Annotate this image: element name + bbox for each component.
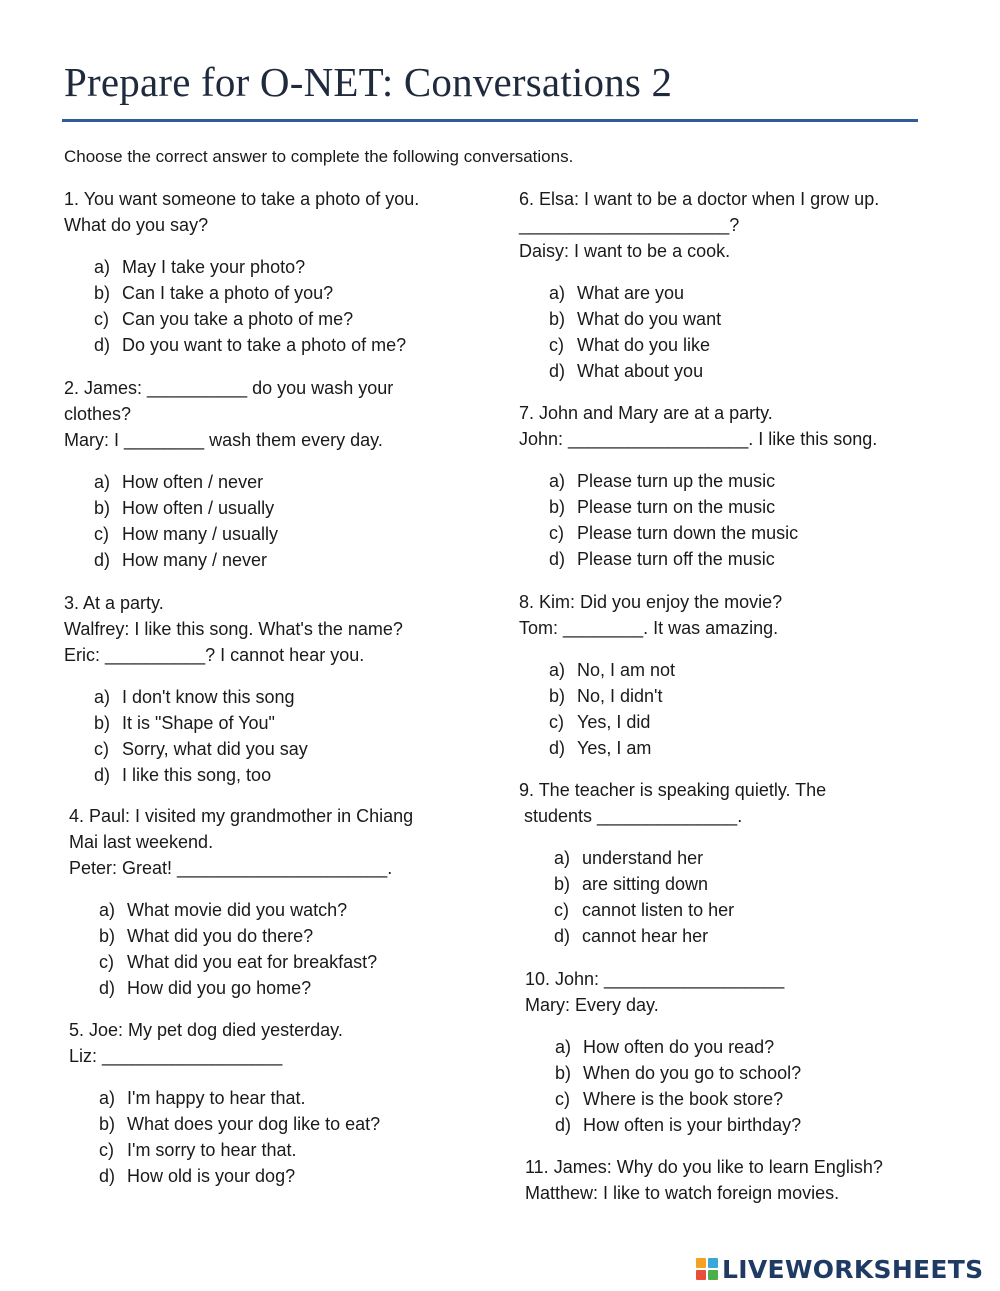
question-line: 10. John: __________________ bbox=[525, 969, 785, 989]
answer-option[interactable]: c) Can you take a photo of me? bbox=[94, 309, 354, 329]
answer-option[interactable]: c) How many / usually bbox=[94, 524, 279, 544]
answer-option[interactable]: b) Can I take a photo of you? bbox=[94, 283, 334, 303]
question-line: Tom: ________. It was amazing. bbox=[519, 618, 779, 638]
question-line: Mary: I ________ wash them every day. bbox=[64, 430, 383, 450]
answer-option[interactable]: a) I'm happy to hear that. bbox=[99, 1088, 306, 1108]
answer-option[interactable]: c) cannot listen to her bbox=[554, 900, 735, 920]
logo-mark-icon bbox=[696, 1258, 718, 1280]
question-line: Matthew: I like to watch foreign movies. bbox=[525, 1183, 840, 1203]
answer-option[interactable]: c) Where is the book store? bbox=[555, 1089, 784, 1109]
answer-option[interactable]: b) It is "Shape of You" bbox=[94, 713, 275, 733]
question-line: 11. James: Why do you like to learn English? bbox=[525, 1157, 883, 1177]
answer-option[interactable]: d) cannot hear her bbox=[554, 926, 709, 946]
answer-option[interactable]: a) understand her bbox=[554, 848, 704, 868]
instructions: Choose the correct answer to complete the following conversations. bbox=[64, 147, 574, 166]
answer-option[interactable]: c) What do you like bbox=[549, 335, 711, 355]
question-line: Daisy: I want to be a cook. bbox=[519, 241, 731, 261]
answer-options bbox=[549, 280, 879, 384]
brand-name: LIVEWORKSHEETS bbox=[722, 1254, 984, 1284]
question-line: 5. Joe: My pet dog died yesterday. bbox=[69, 1020, 343, 1040]
answer-option[interactable]: a) No, I am not bbox=[549, 660, 676, 680]
answer-option[interactable]: c) Please turn down the music bbox=[549, 523, 799, 543]
answer-options bbox=[94, 469, 393, 573]
question-line: clothes? bbox=[64, 404, 132, 424]
question-line: 8. Kim: Did you enjoy the movie? bbox=[519, 592, 783, 612]
answer-option[interactable]: c) I'm sorry to hear that. bbox=[99, 1140, 297, 1160]
question-4 bbox=[69, 803, 413, 1001]
answer-options bbox=[555, 1034, 801, 1138]
answer-option[interactable]: a) What are you bbox=[549, 283, 685, 303]
answer-option[interactable]: a) How often do you read? bbox=[555, 1037, 775, 1057]
answer-option[interactable]: b) Please turn on the music bbox=[549, 497, 776, 517]
question-line: Walfrey: I like this song. What's the name? bbox=[64, 619, 403, 639]
answer-option[interactable]: b) No, I didn't bbox=[549, 686, 663, 706]
answer-option[interactable]: b) are sitting down bbox=[554, 874, 709, 894]
answer-options bbox=[94, 254, 419, 358]
answer-options bbox=[94, 684, 403, 788]
question-5 bbox=[69, 1017, 380, 1189]
question-line: Liz: __________________ bbox=[69, 1046, 283, 1066]
question-line: Eric: __________? I cannot hear you. bbox=[64, 645, 365, 665]
question-10 bbox=[525, 966, 801, 1138]
answer-option[interactable]: b) What do you want bbox=[549, 309, 722, 329]
question-8 bbox=[519, 589, 782, 761]
question-3 bbox=[64, 590, 403, 788]
answer-option[interactable]: b) What does your dog like to eat? bbox=[99, 1114, 381, 1134]
question-line: 1. You want someone to take a photo of you. bbox=[64, 189, 420, 209]
question-line: Mary: Every day. bbox=[525, 995, 659, 1015]
answer-option[interactable]: a) How often / never bbox=[94, 472, 264, 492]
question-7 bbox=[519, 400, 877, 572]
answer-option[interactable]: d) What about you bbox=[549, 361, 704, 381]
title-divider bbox=[62, 119, 918, 122]
answer-option[interactable]: b) What did you do there? bbox=[99, 926, 314, 946]
answer-options bbox=[549, 657, 782, 761]
answer-option[interactable]: c) Sorry, what did you say bbox=[94, 739, 308, 759]
answer-option[interactable]: a) What movie did you watch? bbox=[99, 900, 348, 920]
answer-options bbox=[99, 1085, 380, 1189]
answer-option[interactable]: d) How many / never bbox=[94, 550, 268, 570]
answer-option[interactable]: a) May I take your photo? bbox=[94, 257, 306, 277]
question-1 bbox=[64, 186, 419, 358]
question-line: Mai last weekend. bbox=[69, 832, 214, 852]
page-title: Prepare for O-NET: Conversations 2 bbox=[64, 59, 673, 105]
question-6 bbox=[519, 186, 879, 384]
question-line: John: __________________. I like this song. bbox=[519, 429, 878, 449]
liveworksheets-logo bbox=[696, 1254, 983, 1284]
question-line: 3. At a party. bbox=[64, 593, 164, 613]
question-line: 6. Elsa: I want to be a doctor when I grow up. bbox=[519, 189, 880, 209]
question-line: _____________________? bbox=[519, 215, 740, 235]
answer-option[interactable]: c) Yes, I did bbox=[549, 712, 651, 732]
answer-option[interactable]: a) I don't know this song bbox=[94, 687, 295, 707]
answer-option[interactable]: b) How often / usually bbox=[94, 498, 275, 518]
answer-options bbox=[554, 845, 826, 949]
answer-option[interactable]: d) How old is your dog? bbox=[99, 1166, 296, 1186]
question-9 bbox=[519, 777, 826, 949]
answer-option[interactable]: d) How often is your birthday? bbox=[555, 1115, 802, 1135]
question-line: Peter: Great! _____________________. bbox=[69, 858, 393, 878]
question-line: 7. John and Mary are at a party. bbox=[519, 403, 773, 423]
answer-option[interactable]: d) Do you want to take a photo of me? bbox=[94, 335, 407, 355]
question-11 bbox=[525, 1154, 883, 1206]
question-line: students ______________. bbox=[524, 806, 743, 826]
answer-option[interactable]: d) Yes, I am bbox=[549, 738, 652, 758]
question-line: 4. Paul: I visited my grandmother in Chiang bbox=[69, 806, 414, 826]
question-line: 2. James: __________ do you wash your bbox=[64, 378, 394, 398]
answer-option[interactable]: d) How did you go home? bbox=[99, 978, 312, 998]
answer-option[interactable]: d) I like this song, too bbox=[94, 765, 272, 785]
question-line: What do you say? bbox=[64, 215, 209, 235]
answer-options bbox=[549, 468, 877, 572]
question-2 bbox=[64, 375, 393, 573]
answer-option[interactable]: b) When do you go to school? bbox=[555, 1063, 802, 1083]
answer-options bbox=[99, 897, 413, 1001]
question-line: 9. The teacher is speaking quietly. The bbox=[519, 780, 827, 800]
answer-option[interactable]: a) Please turn up the music bbox=[549, 471, 776, 491]
answer-option[interactable]: d) Please turn off the music bbox=[549, 549, 775, 569]
answer-option[interactable]: c) What did you eat for breakfast? bbox=[99, 952, 378, 972]
